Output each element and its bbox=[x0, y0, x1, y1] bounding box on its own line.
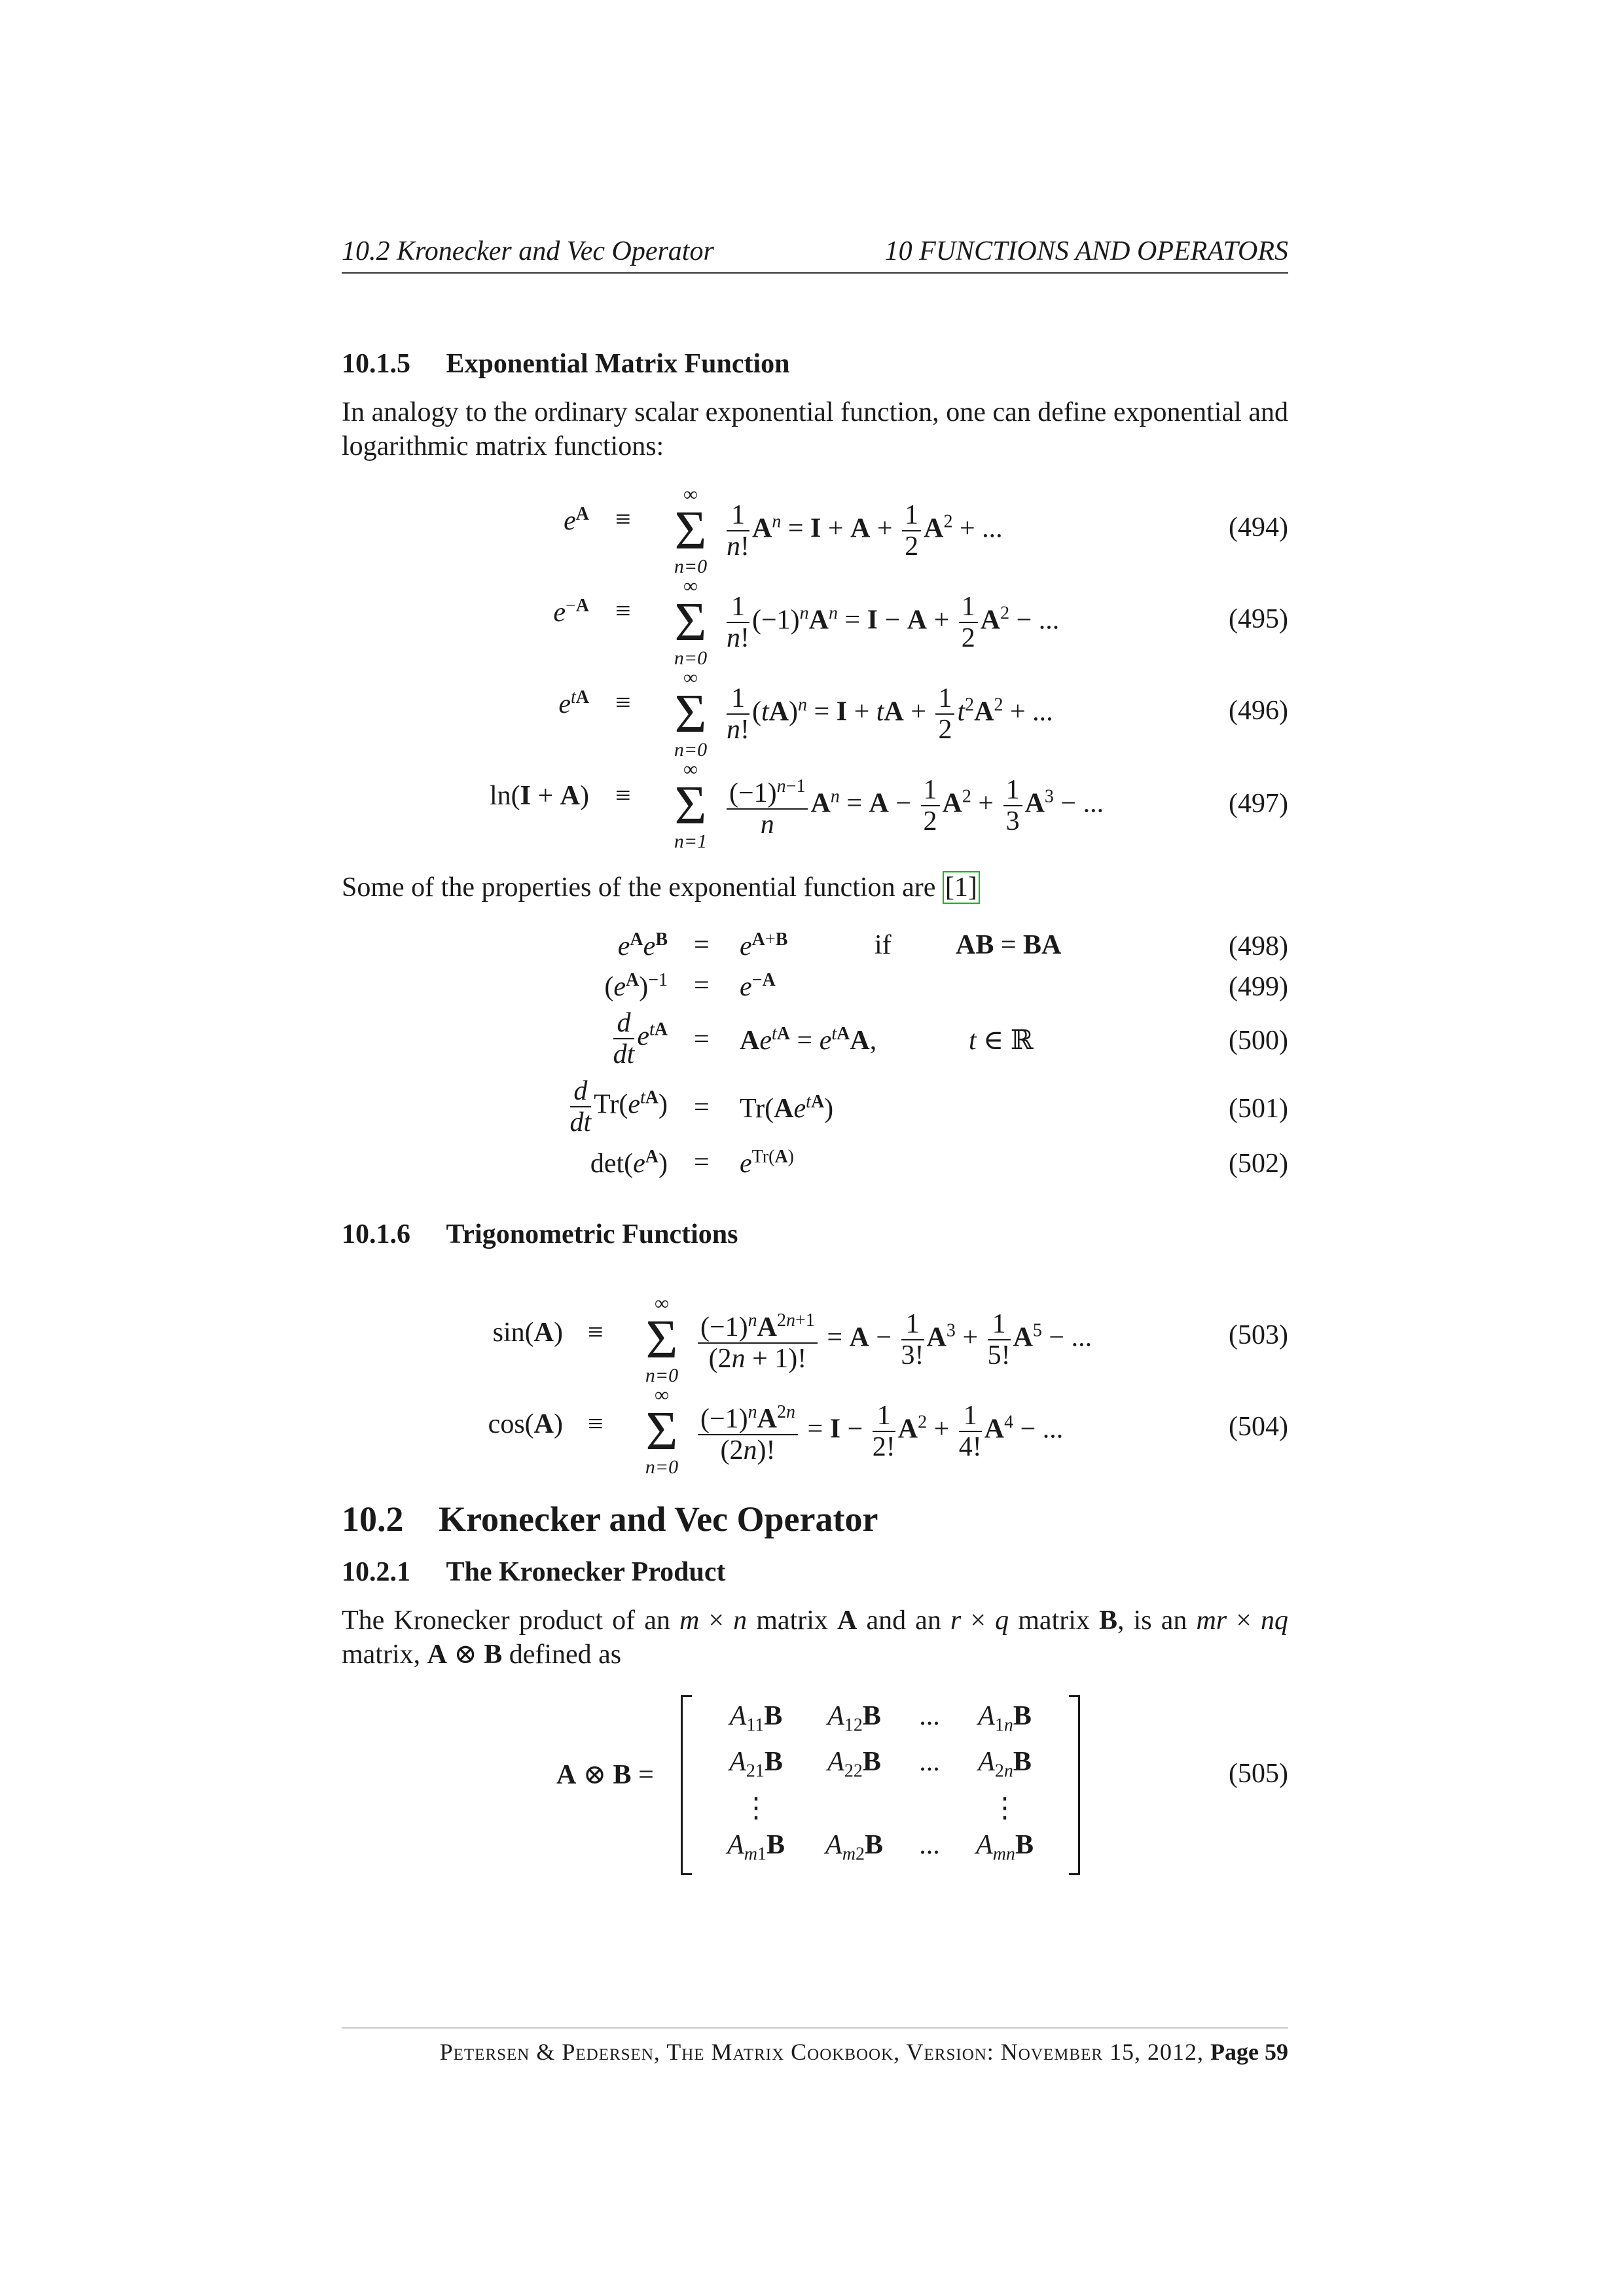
footer-text: Petersen & Pedersen, The Matrix Cookbook, Version: November 15, 2012, bbox=[439, 2039, 1204, 2065]
equals-sign: = bbox=[694, 971, 710, 1001]
eq-494-rhs: ∞ Σ n=0 $\frac{1}{n!}$ $A^n = I + A$ + $\frac{1}{2}$ $A^2$ + ... bbox=[674, 484, 1003, 577]
properties-intro-text: Some of the properties of the exponential function are bbox=[342, 872, 936, 903]
eq-number: (494) bbox=[1229, 512, 1288, 543]
eq-498-condition: AB = BA bbox=[956, 930, 1062, 960]
eq-502-lhs: $\det(e^A)$ bbox=[590, 1147, 668, 1179]
section-title: Exponential Matrix Function bbox=[446, 349, 790, 379]
section-number: 10.1.6 bbox=[342, 1219, 410, 1249]
eq-number: (502) bbox=[1229, 1149, 1288, 1179]
matrix-cell: ⋮ bbox=[742, 1793, 770, 1823]
running-header-right: 10 FUNCTIONS AND OPERATORS bbox=[884, 236, 1288, 266]
section-heading-10-1-6 bbox=[342, 1219, 738, 1250]
section-number: 10.1.5 bbox=[342, 349, 410, 379]
equals-sign: = bbox=[694, 930, 710, 960]
section-title: Trigonometric Functions bbox=[446, 1219, 738, 1249]
eq-number: (499) bbox=[1229, 972, 1288, 1002]
eq-number: (500) bbox=[1229, 1026, 1288, 1056]
equals-sign: = bbox=[694, 1147, 710, 1177]
kronecker-matrix bbox=[681, 1695, 1080, 1875]
section-title: Kronecker and Vec Operator bbox=[439, 1499, 878, 1539]
eq-503-rhs: ∞ Σ n=0 $\frac{(-1)^nA^{2n+1}}{(2n + 1)!}$ = A − $\frac{1}{3!}$ $A^3$ + $\frac{1}{5!}$ $A^5$ − ... bbox=[645, 1293, 1092, 1386]
condition-if: if bbox=[875, 930, 892, 960]
eq-501-lhs: $\frac{d}{dt}$ $Tr(e^{tA})$ bbox=[569, 1076, 668, 1138]
eq-number: (495) bbox=[1229, 604, 1288, 634]
equals-sign: = bbox=[694, 1092, 710, 1122]
matrix-cell bbox=[903, 1791, 956, 1825]
matrix-cell: ... bbox=[919, 1747, 940, 1778]
page-number: Page 59 bbox=[1210, 2039, 1288, 2065]
eq-504-rhs: ∞ Σ n=0 $\frac{(-1)^nA^{2n}}{(2n)!}$ = I − $\frac{1}{2!}$ $A^2$ + $\frac{1}{4!}$ $A^4$ − ... bbox=[645, 1384, 1064, 1478]
eq-494-lhs: $e^A$ bbox=[564, 504, 589, 536]
section-number: 10.2 bbox=[342, 1499, 404, 1539]
eq-number: (496) bbox=[1229, 696, 1288, 726]
equals-sign: = bbox=[694, 1024, 710, 1054]
eq-number: (504) bbox=[1229, 1412, 1288, 1442]
matrix-cell: $A_{mn}B$ bbox=[976, 1829, 1034, 1865]
eq-497-lhs: ln(I + A) bbox=[489, 781, 589, 811]
matrix-cell: ... bbox=[919, 1701, 940, 1731]
eq-503-lhs: sin(A) bbox=[492, 1318, 563, 1348]
eq-500-rhs: $Ae^{tA} = e^{tA}A$, bbox=[740, 1024, 877, 1056]
matrix-cell: ⋮ bbox=[991, 1793, 1019, 1823]
eq-number: (503) bbox=[1229, 1320, 1288, 1350]
eq-497-rhs: ∞ Σ n=1 $\frac{(-1)^{n-1}}{n}$ $A^n = A$ − $\frac{1}{2}$ $A^2$ + $\frac{1}{3}$ $A^3$ − ... bbox=[674, 759, 1104, 852]
right-bracket bbox=[1069, 1695, 1080, 1875]
section-heading-10-2-1 bbox=[342, 1556, 725, 1588]
eq-500-lhs: $\frac{d}{dt}$ $e^{tA}$ bbox=[613, 1008, 668, 1069]
matrix-cell: $A_{2n}B$ bbox=[978, 1747, 1032, 1782]
eq-495-lhs: $e^{-A}$ bbox=[553, 596, 589, 628]
eq-496-lhs: $e^{tA}$ bbox=[558, 687, 589, 719]
matrix-cell bbox=[805, 1791, 903, 1825]
eq-number: (501) bbox=[1229, 1094, 1288, 1124]
equiv-sign: ≡ bbox=[615, 781, 631, 811]
section-number: 10.2.1 bbox=[342, 1557, 410, 1587]
eq-498-lhs: $e^Ae^B$ bbox=[617, 929, 668, 961]
eq-number: (498) bbox=[1229, 931, 1288, 961]
matrix-cell: $A_{1n}B$ bbox=[978, 1701, 1032, 1736]
equiv-sign: ≡ bbox=[588, 1409, 604, 1439]
eq-499-lhs: $(e^A)^{-1}$ bbox=[604, 970, 668, 1002]
equiv-sign: ≡ bbox=[615, 596, 631, 626]
page-footer bbox=[342, 2038, 1288, 2066]
section-heading-10-2 bbox=[342, 1499, 878, 1539]
matrix-cell: $A_{12}B$ bbox=[827, 1701, 881, 1736]
section-heading-10-1-5 bbox=[342, 348, 790, 380]
equiv-sign: ≡ bbox=[615, 505, 631, 535]
eq-number: (505) bbox=[1229, 1759, 1288, 1789]
eq-502-rhs: $e^{Tr(A)}$ bbox=[740, 1147, 794, 1179]
eq-number: (497) bbox=[1229, 789, 1288, 819]
matrix-cell: $A_{11}B$ bbox=[729, 1701, 783, 1736]
section-title: The Kronecker Product bbox=[446, 1557, 726, 1587]
left-bracket bbox=[681, 1695, 692, 1875]
citation-link[interactable]: [1] bbox=[943, 871, 980, 904]
matrix-cell: ... bbox=[919, 1829, 940, 1860]
matrix-cell: $A_{21}B$ bbox=[729, 1747, 783, 1782]
kronecker-definition-paragraph: The Kronecker product of an m × n matrix A and an r × q matrix B, is an mr × nq matrix, A ⊗ B defined as bbox=[342, 1605, 1289, 1670]
eq-505-lhs: A ⊗ B = bbox=[556, 1760, 654, 1790]
header-rule bbox=[342, 272, 1288, 274]
running-header-left: 10.2 Kronecker and Vec Operator bbox=[342, 236, 714, 266]
matrix-cell: $A_{22}B$ bbox=[827, 1747, 881, 1782]
block-matrix bbox=[681, 1695, 1080, 1875]
eq-504-lhs: cos(A) bbox=[488, 1409, 563, 1439]
eq-498-rhs: $e^{A+B}$ bbox=[740, 929, 788, 961]
eq-500-condition: t ∈ ℝ bbox=[969, 1026, 1034, 1056]
properties-intro bbox=[342, 870, 980, 905]
eq-496-rhs: ∞ Σ n=0 $\frac{1}{n!}$ (tA)$^n$ = I + tA + $\frac{1}{2}$ $t^2A^2$ + ... bbox=[674, 667, 1053, 761]
equiv-sign: ≡ bbox=[588, 1318, 604, 1348]
eq-499-rhs: $e^{-A}$ bbox=[740, 970, 776, 1002]
equiv-sign: ≡ bbox=[615, 688, 631, 718]
matrix-cell: $A_{m1}B$ bbox=[727, 1829, 785, 1865]
eq-495-rhs: ∞ Σ n=0 $\frac{1}{n!}$ $(-1)^nA^n = I - A$ + $\frac{1}{2}$ $A^2$ − ... bbox=[674, 575, 1060, 669]
intro-paragraph: In analogy to the ordinary scalar exponential function, one can define exponential and logarithmic matrix functions: bbox=[342, 397, 1288, 461]
eq-501-rhs: $Tr(Ae^{tA})$ bbox=[740, 1092, 834, 1124]
matrix-cell: $A_{m2}B$ bbox=[825, 1829, 883, 1865]
